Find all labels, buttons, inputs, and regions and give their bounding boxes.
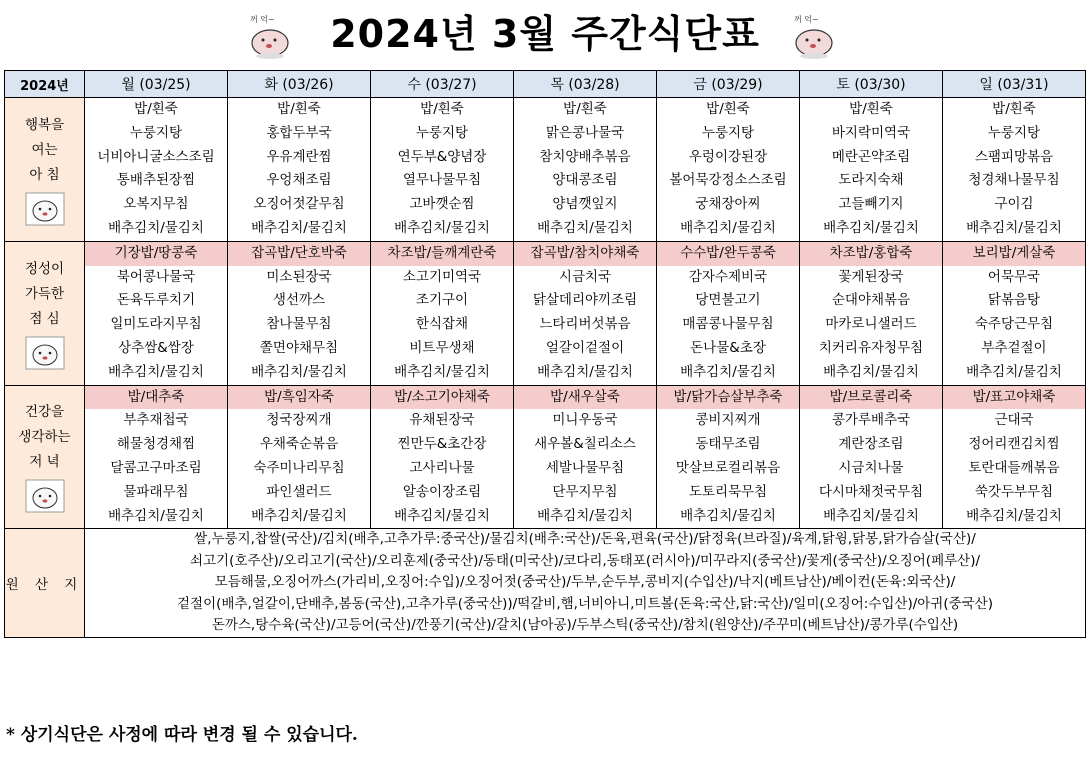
meal-label — [5, 241, 85, 385]
menu-item: 배추김치/물김치 — [966, 219, 1062, 236]
day-menu-cell — [800, 241, 943, 385]
day-menu-cell — [371, 241, 514, 385]
main-dish: 밥/소고기야채죽 — [371, 386, 513, 410]
origin-label: 원 산 지 — [5, 529, 85, 638]
menu-item: 홍합두부국 — [266, 124, 332, 141]
menu-item: 배추김치/물김치 — [537, 363, 633, 380]
menu-item: 마카로니샐러드 — [825, 316, 917, 333]
menu-item: 소고기미역국 — [402, 268, 482, 285]
menu-item: 배추김치/물김치 — [966, 363, 1062, 380]
meal-label-line: 점 심 — [29, 310, 60, 327]
breakfast-row — [5, 98, 1086, 242]
mascot-caption: 꺼 억~ — [794, 15, 819, 24]
day-header: 금 (03/29) — [657, 71, 800, 98]
meal-label-line: 행복을 — [24, 116, 65, 133]
menu-item: 꽃게된장국 — [838, 268, 904, 285]
menu-item: 돈나물&초장 — [690, 339, 766, 356]
meal-label-line: 정성이 — [24, 260, 65, 277]
menu-item: 조기구이 — [415, 292, 469, 309]
menu-item: 얼갈이겉절이 — [545, 339, 625, 356]
day-menu-cell — [85, 98, 228, 242]
main-dish: 밥/닭가슴살부추죽 — [657, 386, 799, 410]
origin-line: 모듬해물,오징어까스(가리비,오징어:수입)/오징어젓(중국산)/두부,순두부,콩비지(수입산)/낙지(베트남산)/베이컨(돈육:외국산)/ — [214, 574, 956, 591]
menu-item: 상추쌈&쌈장 — [118, 339, 194, 356]
main-dish: 밥/새우살죽 — [514, 386, 656, 410]
menu-item: 배추김치/물김치 — [680, 363, 776, 380]
day-menu-cell — [943, 385, 1086, 529]
menu-item: 비트무생채 — [409, 339, 475, 356]
menu-item: 고바깻순찜 — [409, 196, 475, 213]
main-dish: 밥/흰죽 — [277, 101, 321, 117]
main-dish: 밥/흰죽 — [849, 101, 893, 117]
day-menu-cell — [657, 98, 800, 242]
menu-item: 배추김치/물김치 — [537, 219, 633, 236]
menu-item: 스팸피망볶음 — [974, 148, 1054, 165]
main-dish: 밥/대추죽 — [85, 386, 227, 410]
lunch-row — [5, 241, 1086, 385]
day-menu-cell — [371, 385, 514, 529]
menu-item: 느타리버섯볶음 — [539, 316, 631, 333]
origin-line: 쇠고기(호주산)/오리고기(국산)/오리훈제(중국산)/동태(미국산)/코다리,동태포(러시아)/미꾸라지(중국산)/꽃게(중국산)/오징어(페루산)/ — [189, 552, 981, 569]
year-header: 2024년 — [5, 71, 85, 98]
menu-item: 숙주미나리무침 — [253, 459, 345, 476]
menu-item: 배추김치/물김치 — [251, 363, 347, 380]
menu-item: 일미도라지무침 — [110, 316, 202, 333]
menu-item: 통배추된장찜 — [116, 172, 196, 189]
menu-item: 양념깻잎지 — [552, 196, 618, 213]
menu-item: 시금치국 — [558, 268, 612, 285]
menu-item: 누룽지탕 — [415, 124, 469, 141]
origin-line: 돈까스,탕수육(국산)/고등어(국산)/깐풍기(국산)/갈치(남아공)/두부스틱(중국산)/참치(원양산)/주꾸미(베트남산)/콩가루(수입산) — [211, 617, 959, 634]
day-menu-cell — [85, 385, 228, 529]
menu-item: 계란장조림 — [838, 436, 904, 453]
day-menu-cell — [943, 98, 1086, 242]
day-menu-cell — [85, 241, 228, 385]
menu-item: 달콤고구마조림 — [110, 459, 202, 476]
main-dish: 밥/흰죽 — [420, 101, 464, 117]
title-area — [0, 0, 1090, 66]
menu-item: 청국장찌개 — [266, 412, 332, 429]
menu-item: 연두부&양념장 — [397, 148, 487, 165]
menu-item: 구이김 — [994, 196, 1034, 213]
main-dish: 수수밥/완두콩죽 — [657, 242, 799, 266]
menu-item: 배추김치/물김치 — [966, 507, 1062, 524]
hamster-mascot-icon — [25, 336, 65, 370]
menu-item: 콩비지찌개 — [695, 412, 761, 429]
menu-item: 도토리묵무침 — [688, 483, 768, 500]
menu-item: 세발나물무침 — [545, 459, 625, 476]
mascot-caption: 꺼 억~ — [250, 15, 275, 24]
menu-item: 해물청경채찜 — [116, 436, 196, 453]
menu-item: 도라지숙채 — [838, 172, 904, 189]
menu-item: 찐만두&초간장 — [397, 436, 487, 453]
meal-label-line: 건강을 — [24, 404, 65, 421]
menu-item: 다시마채젓국무침 — [818, 483, 924, 500]
menu-item: 토란대들깨볶음 — [968, 459, 1060, 476]
day-menu-cell — [657, 385, 800, 529]
menu-item: 배추김치/물김치 — [251, 219, 347, 236]
menu-item: 배추김치/물김치 — [537, 507, 633, 524]
menu-item: 한식잡채 — [415, 316, 469, 333]
main-dish: 차조밥/홍합죽 — [800, 242, 942, 266]
weekly-menu-table — [4, 70, 1086, 638]
meal-label-line: 생각하는 — [18, 429, 71, 446]
menu-item: 당면불고기 — [695, 292, 761, 309]
menu-item: 감자수제비국 — [688, 268, 768, 285]
menu-item: 메란곤약조림 — [831, 148, 911, 165]
meal-label-line: 저 녁 — [29, 454, 60, 471]
header-row — [5, 71, 1086, 98]
menu-item: 맛살브로컬리볶음 — [675, 459, 781, 476]
day-menu-cell — [228, 241, 371, 385]
menu-item: 너비아니굴소스조림 — [97, 148, 215, 165]
page-title: 2024년 3월 주간식단표 — [330, 12, 760, 56]
main-dish: 잡곡밥/단호박죽 — [228, 242, 370, 266]
menu-item: 오징어젓갈무침 — [253, 196, 345, 213]
menu-item: 배추김치/물김치 — [108, 507, 204, 524]
hamster-mascot-icon — [788, 12, 840, 60]
menu-item: 배추김치/물김치 — [394, 507, 490, 524]
menu-item: 쫄면야채무침 — [259, 339, 339, 356]
main-dish: 잡곡밥/참치야채죽 — [514, 242, 656, 266]
menu-item: 부추재첩국 — [123, 412, 189, 429]
menu-item: 우유계란찜 — [266, 148, 332, 165]
origin-line: 겉절이(배추,얼갈이,단배추,봄동(국산),고추가루(중국산))/떡갈비,햄,너비아니,미트볼(돈육:국산,닭:국산)/일미(오징어:수입산)/아귀(중국산) — [177, 595, 993, 612]
menu-item: 양대콩조림 — [552, 172, 618, 189]
menu-item: 파인샐러드 — [266, 483, 332, 500]
day-menu-cell — [943, 241, 1086, 385]
menu-item: 참치양배추볶음 — [539, 148, 631, 165]
main-dish: 밥/흰죽 — [563, 101, 607, 117]
menu-item: 청경채나물무침 — [968, 172, 1060, 189]
menu-item: 미니우동국 — [552, 412, 618, 429]
dinner-row — [5, 385, 1086, 529]
menu-item: 배추김치/물김치 — [108, 363, 204, 380]
day-menu-cell — [371, 98, 514, 242]
menu-item: 배추김치/물김치 — [394, 363, 490, 380]
main-dish: 차조밥/들깨계란죽 — [371, 242, 513, 266]
meal-label — [5, 385, 85, 529]
day-header: 토 (03/30) — [800, 71, 943, 98]
menu-item: 시금치나물 — [838, 459, 904, 476]
menu-item: 어묵무국 — [987, 268, 1041, 285]
day-header: 월 (03/25) — [85, 71, 228, 98]
menu-item: 근대국 — [994, 412, 1034, 429]
menu-item: 치커리유자청무침 — [818, 339, 924, 356]
menu-item: 순대야채볶음 — [831, 292, 911, 309]
menu-item: 콩가루배추국 — [831, 412, 911, 429]
menu-item: 누룽지탕 — [987, 124, 1041, 141]
menu-item: 알송이장조림 — [402, 483, 482, 500]
menu-item: 오복지무침 — [123, 196, 189, 213]
hamster-mascot-icon — [25, 479, 65, 513]
day-header: 화 (03/26) — [228, 71, 371, 98]
day-menu-cell — [514, 98, 657, 242]
main-dish: 밥/흰죽 — [992, 101, 1036, 117]
day-menu-cell — [514, 385, 657, 529]
menu-item: 쑥갓두부무침 — [974, 483, 1054, 500]
day-header: 목 (03/28) — [514, 71, 657, 98]
menu-item: 배추김치/물김치 — [823, 219, 919, 236]
menu-item: 새우볼&칠리소스 — [534, 436, 636, 453]
origin-text — [85, 529, 1086, 638]
hamster-mascot-icon — [25, 192, 65, 226]
menu-item: 동태무조림 — [695, 436, 761, 453]
meal-label-line: 여는 — [31, 141, 58, 158]
menu-item: 유채된장국 — [409, 412, 475, 429]
main-dish: 밥/브로콜리죽 — [800, 386, 942, 410]
main-dish: 보리밥/게살죽 — [943, 242, 1085, 266]
day-header: 일 (03/31) — [943, 71, 1086, 98]
menu-item: 우채죽순볶음 — [259, 436, 339, 453]
menu-item: 배추김치/물김치 — [680, 219, 776, 236]
menu-item: 궁채장아찌 — [695, 196, 761, 213]
meal-label-line: 아 침 — [29, 166, 60, 183]
footnote: * 상기식단은 사정에 따라 변경 될 수 있습니다. — [6, 725, 358, 745]
menu-item: 바지락미역국 — [831, 124, 911, 141]
menu-item: 우렁이강된장 — [688, 148, 768, 165]
menu-item: 북어콩나물국 — [116, 268, 196, 285]
menu-item: 배추김치/물김치 — [823, 363, 919, 380]
menu-item: 정어리캔김치찜 — [968, 436, 1060, 453]
menu-item: 참나물무침 — [266, 316, 332, 333]
day-menu-cell — [514, 241, 657, 385]
menu-item: 미소된장국 — [266, 268, 332, 285]
menu-item: 누룽지탕 — [129, 124, 183, 141]
menu-item: 맑은콩나물국 — [545, 124, 625, 141]
main-dish: 기장밥/땅콩죽 — [85, 242, 227, 266]
origin-line: 쌀,누룽지,찹쌀(국산)/김치(배추,고추가루:중국산)/물김치(배추:국산)/돈육,편육(국산)/닭정육(브라질)/육계,닭윙,닭봉,닭가슴살(국산)/ — [194, 531, 976, 548]
menu-item: 닭살데리야끼조림 — [532, 292, 638, 309]
menu-item: 부추겉절이 — [981, 339, 1047, 356]
menu-item: 배추김치/물김치 — [680, 507, 776, 524]
menu-item: 배추김치/물김치 — [823, 507, 919, 524]
meal-label — [5, 98, 85, 242]
menu-item: 열무나물무침 — [402, 172, 482, 189]
menu-item: 숙주당근무침 — [974, 316, 1054, 333]
day-header: 수 (03/27) — [371, 71, 514, 98]
menu-item: 생선까스 — [272, 292, 326, 309]
day-menu-cell — [800, 385, 943, 529]
main-dish: 밥/흑임자죽 — [228, 386, 370, 410]
menu-item: 단무지무침 — [552, 483, 618, 500]
main-dish: 밥/흰죽 — [706, 101, 750, 117]
day-menu-cell — [657, 241, 800, 385]
meal-label-line: 가득한 — [24, 285, 65, 302]
menu-item: 고들빼기지 — [838, 196, 904, 213]
main-dish: 밥/표고야채죽 — [943, 386, 1085, 410]
menu-item: 물파래무침 — [123, 483, 189, 500]
menu-item: 배추김치/물김치 — [394, 219, 490, 236]
menu-item: 볼어묵강정소스조림 — [669, 172, 787, 189]
main-dish: 밥/흰죽 — [134, 101, 178, 117]
day-menu-cell — [800, 98, 943, 242]
menu-item: 고사리나물 — [409, 459, 475, 476]
origin-row — [5, 529, 1086, 638]
menu-item: 돈육두루치기 — [116, 292, 196, 309]
day-menu-cell — [228, 98, 371, 242]
menu-item: 배추김치/물김치 — [108, 219, 204, 236]
menu-item: 매콤콩나물무침 — [682, 316, 774, 333]
day-menu-cell — [228, 385, 371, 529]
menu-item: 우엉채조림 — [266, 172, 332, 189]
menu-item: 닭볶음탕 — [987, 292, 1041, 309]
menu-item: 배추김치/물김치 — [251, 507, 347, 524]
menu-item: 누룽지탕 — [701, 124, 755, 141]
